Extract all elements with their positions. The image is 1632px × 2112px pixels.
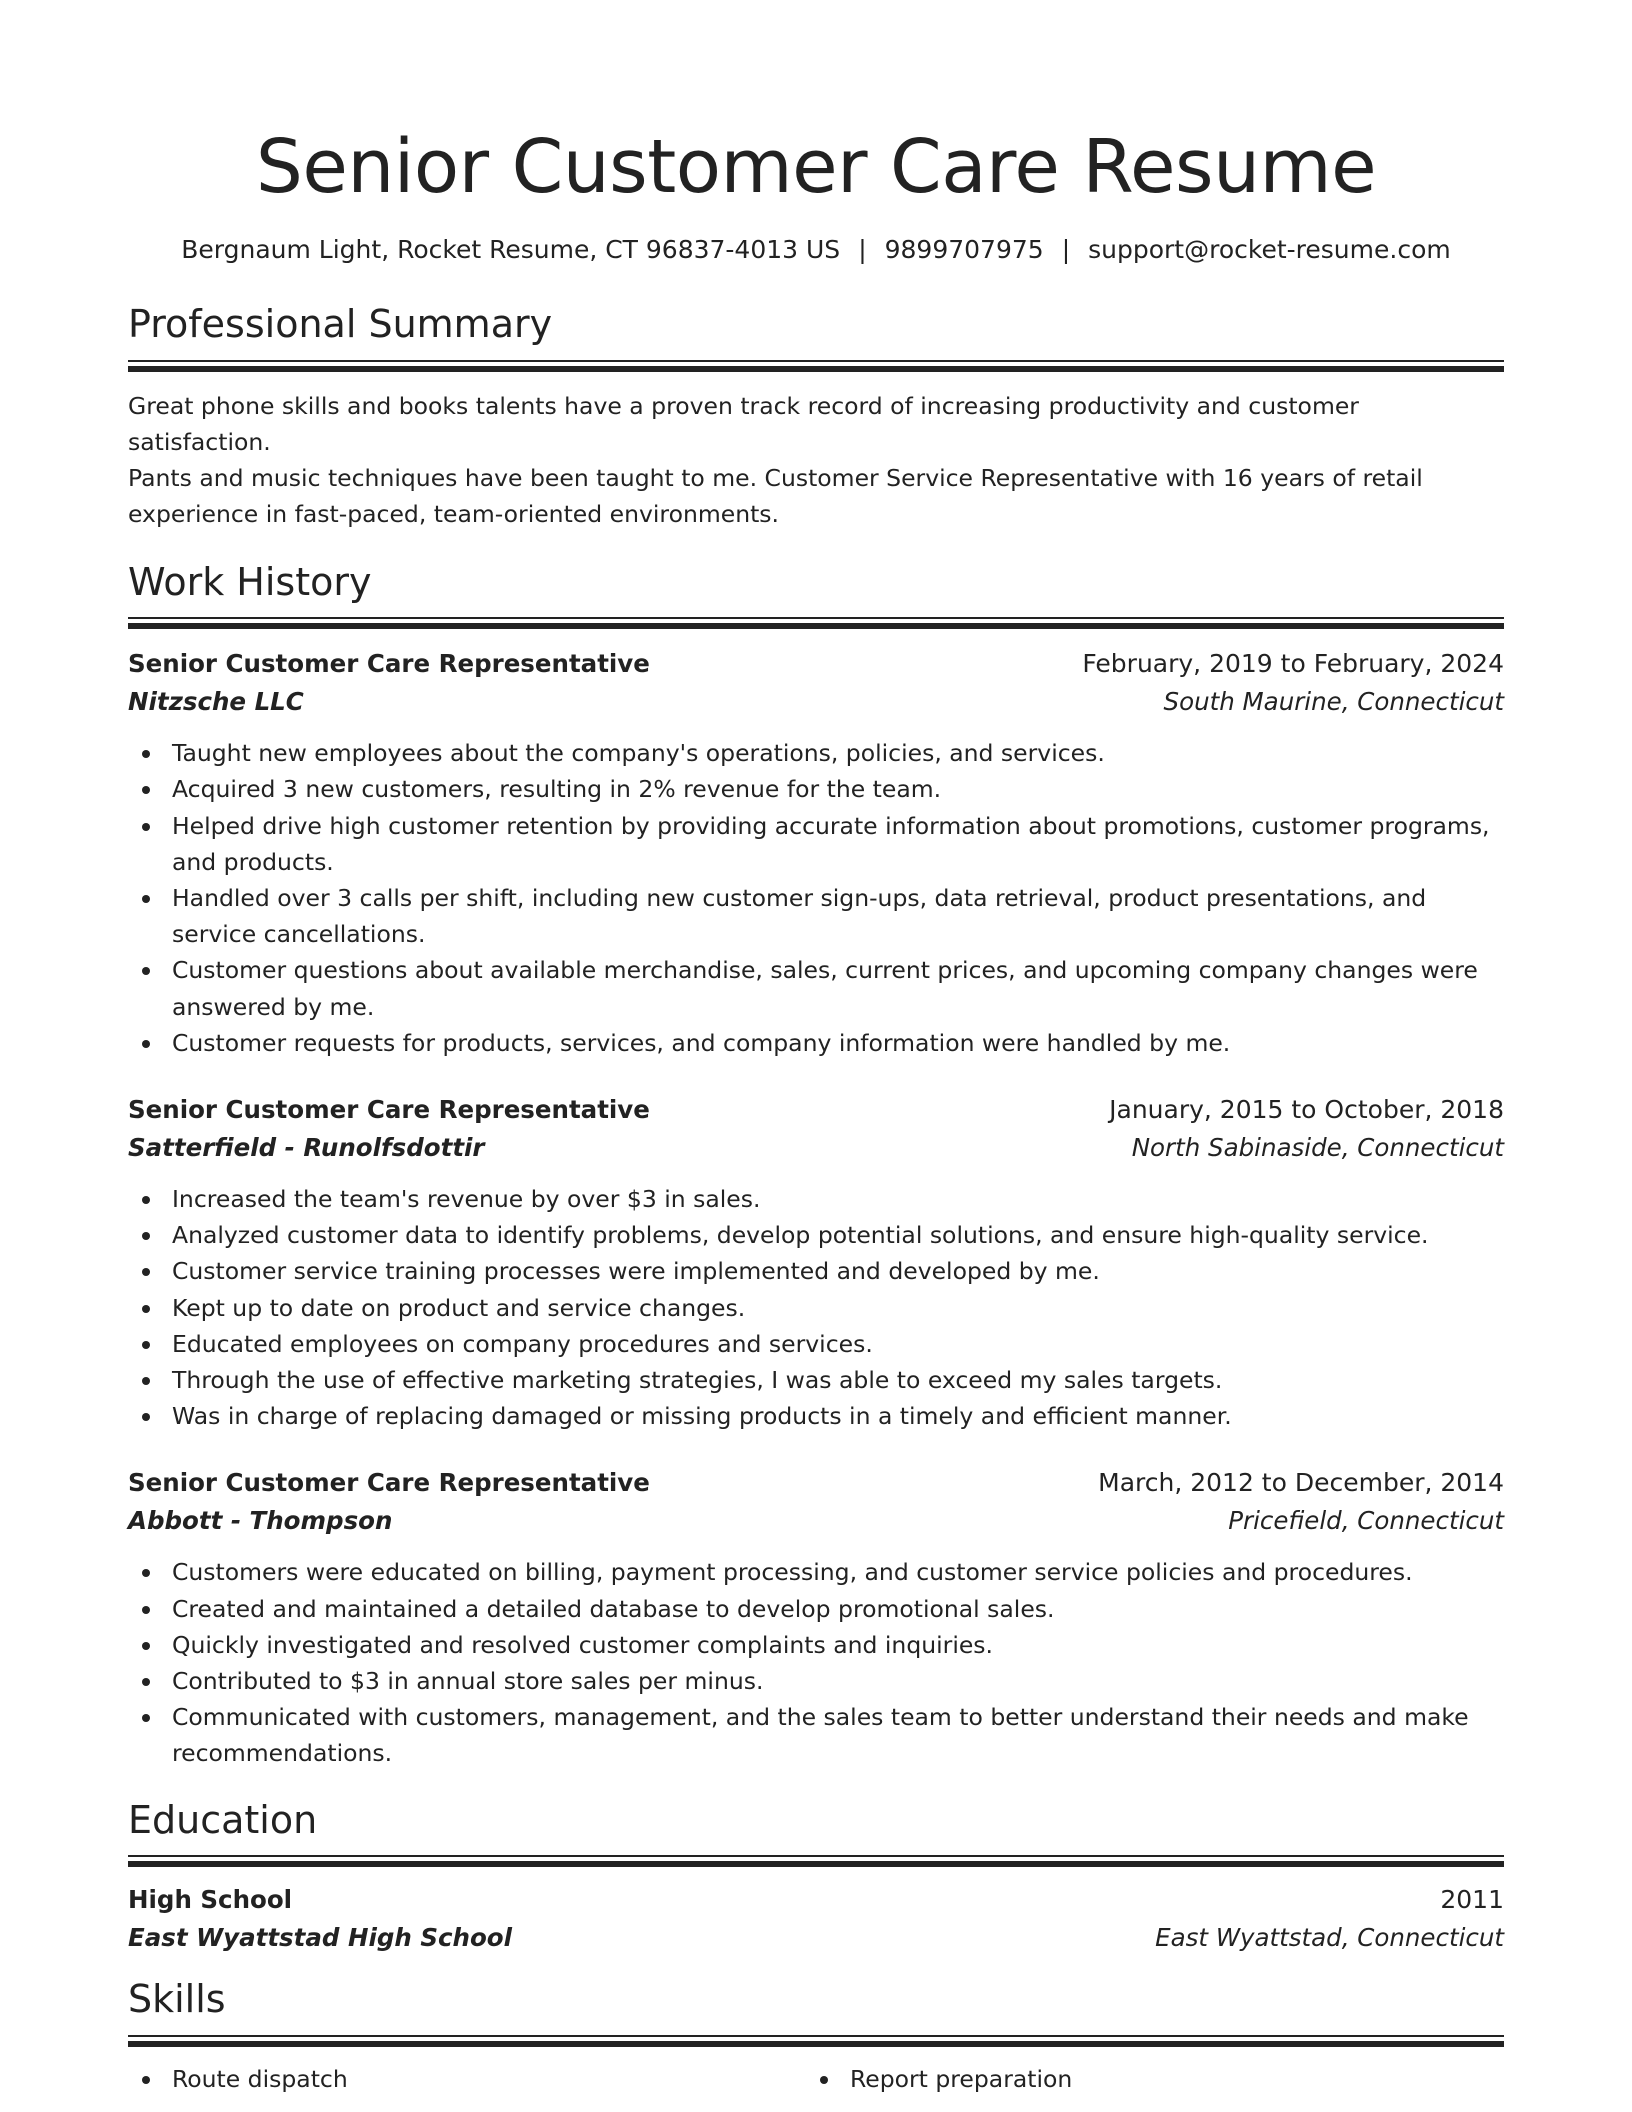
resume-title: Senior Customer Care Resume	[255, 124, 1377, 210]
job-entry	[128, 1464, 1504, 1771]
job-dates: January, 2015 to October, 2018	[1109, 1095, 1504, 1125]
list-item: Contributed to $3 in annual store sales per minus.	[128, 1663, 1504, 1699]
education-school: East Wyattstad High School	[128, 1923, 513, 1953]
job-entry	[128, 1091, 1504, 1434]
summary-line: experience in fast-paced, team-oriented environments.	[128, 499, 780, 528]
job-subheader	[128, 683, 1504, 721]
job-bullets	[128, 1554, 1504, 1771]
summary-line: Pants and music techniques have been taught to me. Customer Service Representative with 16 years of retail	[128, 463, 1423, 492]
list-item: Created and maintained a detailed database to develop promotional sales.	[128, 1591, 1504, 1627]
contact-phone: 9899707975	[884, 235, 1044, 264]
contact-email: support@rocket-resume.com	[1088, 235, 1451, 264]
summary-text	[128, 388, 1504, 532]
skills-columns	[128, 2061, 1504, 2097]
education-subheader	[128, 1919, 1504, 1957]
job-header	[128, 1091, 1504, 1129]
job-company: Abbott - Thompson	[128, 1506, 393, 1536]
education-year: 2011	[1440, 1885, 1504, 1915]
section-rule	[128, 1855, 1504, 1867]
job-location: Pricefield, Connecticut	[1228, 1506, 1504, 1536]
job-header	[128, 645, 1504, 683]
summary-line: Great phone skills and books talents have a proven track record of increasing productivity and customer satisfaction.	[128, 391, 1359, 456]
job-title: Senior Customer Care Representative	[128, 1095, 650, 1125]
contact-line	[128, 232, 1504, 268]
list-item: Was in charge of replacing damaged or missing products in a timely and efficient manner.	[128, 1398, 1504, 1434]
job-bullets	[128, 1181, 1504, 1434]
contact-separator: |	[858, 235, 867, 264]
summary-section	[128, 302, 1504, 532]
list-item: Acquired 3 new customers, resulting in 2% revenue for the team.	[128, 771, 1504, 807]
list-item: Route dispatch	[128, 2061, 806, 2097]
education-header	[128, 1881, 1504, 1919]
work-history-section	[128, 560, 1504, 1772]
education-degree: High School	[128, 1885, 293, 1915]
list-item: Customer service training processes were implemented and developed by me.	[128, 1253, 1504, 1289]
list-item: Helped drive high customer retention by providing accurate information about promotions, customer programs, and products.	[128, 808, 1504, 880]
education-location: East Wyattstad, Connecticut	[1155, 1923, 1504, 1953]
list-item: Quickly investigated and resolved customer complaints and inquiries.	[128, 1627, 1504, 1663]
education-entry	[128, 1881, 1504, 1957]
job-bullets	[128, 735, 1504, 1061]
section-rule	[128, 2035, 1504, 2047]
section-heading: Education	[128, 1797, 318, 1842]
list-item: Communicated with customers, management, and the sales team to better understand their needs and make recommendations.	[128, 1699, 1504, 1771]
skills-list-left	[128, 2061, 806, 2097]
list-item: Through the use of effective marketing strategies, I was able to exceed my sales targets.	[128, 1362, 1504, 1398]
skills-list-right	[806, 2061, 1484, 2097]
list-item: Increased the team's revenue by over $3 in sales.	[128, 1181, 1504, 1217]
job-company: Nitzsche LLC	[128, 687, 304, 717]
job-location: South Maurine, Connecticut	[1163, 687, 1504, 717]
section-rule	[128, 360, 1504, 372]
contact-separator: |	[1061, 235, 1071, 264]
list-item: Handled over 3 calls per shift, including new customer sign-ups, data retrieval, product presentations, and service cancellations.	[128, 880, 1504, 952]
list-item: Kept up to date on product and service changes.	[128, 1290, 1504, 1326]
skills-section	[128, 1977, 1504, 2097]
list-item: Analyzed customer data to identify problems, develop potential solutions, and ensure high-quality service.	[128, 1217, 1504, 1253]
list-item: Customers were educated on billing, payment processing, and customer service policies and procedures.	[128, 1554, 1504, 1590]
job-header	[128, 1464, 1504, 1502]
job-entry	[128, 645, 1504, 1061]
section-rule	[128, 617, 1504, 629]
job-title: Senior Customer Care Representative	[128, 649, 650, 679]
list-item: Educated employees on company procedures and services.	[128, 1326, 1504, 1362]
list-item: Customer questions about available merchandise, sales, current prices, and upcoming company changes were answered by me.	[128, 952, 1504, 1024]
list-item: Customer requests for products, services, and company information were handled by me.	[128, 1025, 1504, 1061]
section-heading: Work History	[128, 559, 372, 604]
job-dates: March, 2012 to December, 2014	[1098, 1468, 1504, 1498]
job-title: Senior Customer Care Representative	[128, 1468, 650, 1498]
job-dates: February, 2019 to February, 2024	[1082, 649, 1504, 679]
section-heading: Skills	[128, 1977, 226, 2022]
job-location: North Sabinaside, Connecticut	[1131, 1133, 1504, 1163]
job-subheader	[128, 1502, 1504, 1540]
section-heading: Professional Summary	[128, 302, 553, 346]
job-company: Satterfield - Runolfsdottir	[128, 1133, 485, 1163]
job-subheader	[128, 1129, 1504, 1167]
list-item: Taught new employees about the company's operations, policies, and services.	[128, 735, 1504, 771]
contact-address: Bergnaum Light, Rocket Resume, CT 96837-4013 US	[181, 235, 841, 264]
education-section	[128, 1798, 1504, 1958]
list-item: Report preparation	[806, 2061, 1484, 2097]
